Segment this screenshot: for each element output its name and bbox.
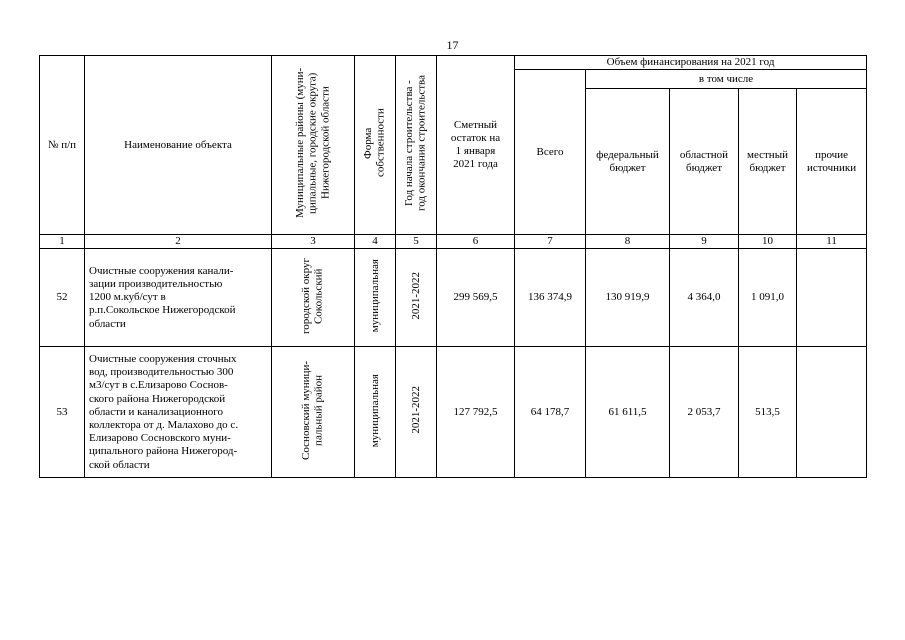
row-name: Очистные сооружения сточных вод, производительностью 300 м3/сут в с.Елизарово Соснов- ского района Нижегородской области и канализационного коллектора от д. Малахово до с. Елизарово Сосновского муни- ципального района Нижегород- ской области [85, 347, 272, 478]
row-estimate: 299 569,5 [437, 249, 515, 347]
header-estimate: Сметный остаток на 1 января 2021 года [437, 56, 515, 235]
header-including: в том числе [586, 70, 867, 89]
row-years-cell [396, 249, 437, 347]
col-number: 2 [85, 235, 272, 249]
row-estimate: 127 792,5 [437, 347, 515, 478]
row-local: 1 091,0 [739, 249, 797, 347]
row-ownership-cell [355, 249, 396, 347]
header-ownership-cell [355, 56, 396, 235]
col-number: 1 [40, 235, 85, 249]
header-funding-group: Объем финансирования на 2021 год [515, 56, 867, 70]
header-local: местный бюджет [739, 89, 797, 235]
row-federal: 130 919,9 [586, 249, 670, 347]
col-number: 10 [739, 235, 797, 249]
row-num: 52 [40, 249, 85, 347]
row-name: Очистные сооружения канали- зации производительностью 1200 м.куб/сут в р.п.Сокольское Нижегородской области [85, 249, 272, 347]
row-years-cell [396, 347, 437, 478]
header-name: Наименование объекта [85, 56, 272, 235]
row-federal: 61 611,5 [586, 347, 670, 478]
table-row [40, 347, 867, 478]
financing-table [39, 55, 867, 478]
row-num: 53 [40, 347, 85, 478]
row-regional: 4 364,0 [670, 249, 739, 347]
header-district-cell [272, 56, 355, 235]
row-years: 2021-2022 [409, 386, 422, 435]
column-number-row [40, 235, 867, 249]
col-number: 5 [396, 235, 437, 249]
col-number: 6 [437, 235, 515, 249]
header-ownership: Форма собственности [362, 108, 387, 178]
table-row [40, 249, 867, 347]
row-district: городской округ Сокольский [300, 257, 325, 334]
header-num: № п/п [40, 56, 85, 235]
row-district-cell [272, 249, 355, 347]
row-local: 513,5 [739, 347, 797, 478]
col-number: 9 [670, 235, 739, 249]
header-federal: федеральный бюджет [586, 89, 670, 235]
header-total: Всего [515, 70, 586, 235]
row-ownership: муниципальная [368, 373, 381, 447]
row-total: 64 178,7 [515, 347, 586, 478]
page-number: 17 [446, 38, 459, 52]
row-years: 2021-2022 [409, 271, 422, 320]
header-other: прочие источники [797, 89, 867, 235]
col-number: 4 [355, 235, 396, 249]
row-total: 136 374,9 [515, 249, 586, 347]
row-district-cell [272, 347, 355, 478]
row-regional: 2 053,7 [670, 347, 739, 478]
col-number: 3 [272, 235, 355, 249]
row-other [797, 347, 867, 478]
col-number: 7 [515, 235, 586, 249]
row-ownership-cell [355, 347, 396, 478]
header-row-1 [40, 56, 867, 70]
header-regional: областной бюджет [670, 89, 739, 235]
row-other [797, 249, 867, 347]
header-district: Муниципальные районы (муни- ципальные, городские округа) Нижегородской области [294, 67, 332, 219]
row-district: Сосновский муници- пальный район [300, 360, 325, 460]
header-years-cell [396, 56, 437, 235]
col-number: 8 [586, 235, 670, 249]
col-number: 11 [797, 235, 867, 249]
header-years: Год начала строительства - год окончания строительства [403, 75, 428, 211]
row-ownership: муниципальная [368, 259, 381, 333]
